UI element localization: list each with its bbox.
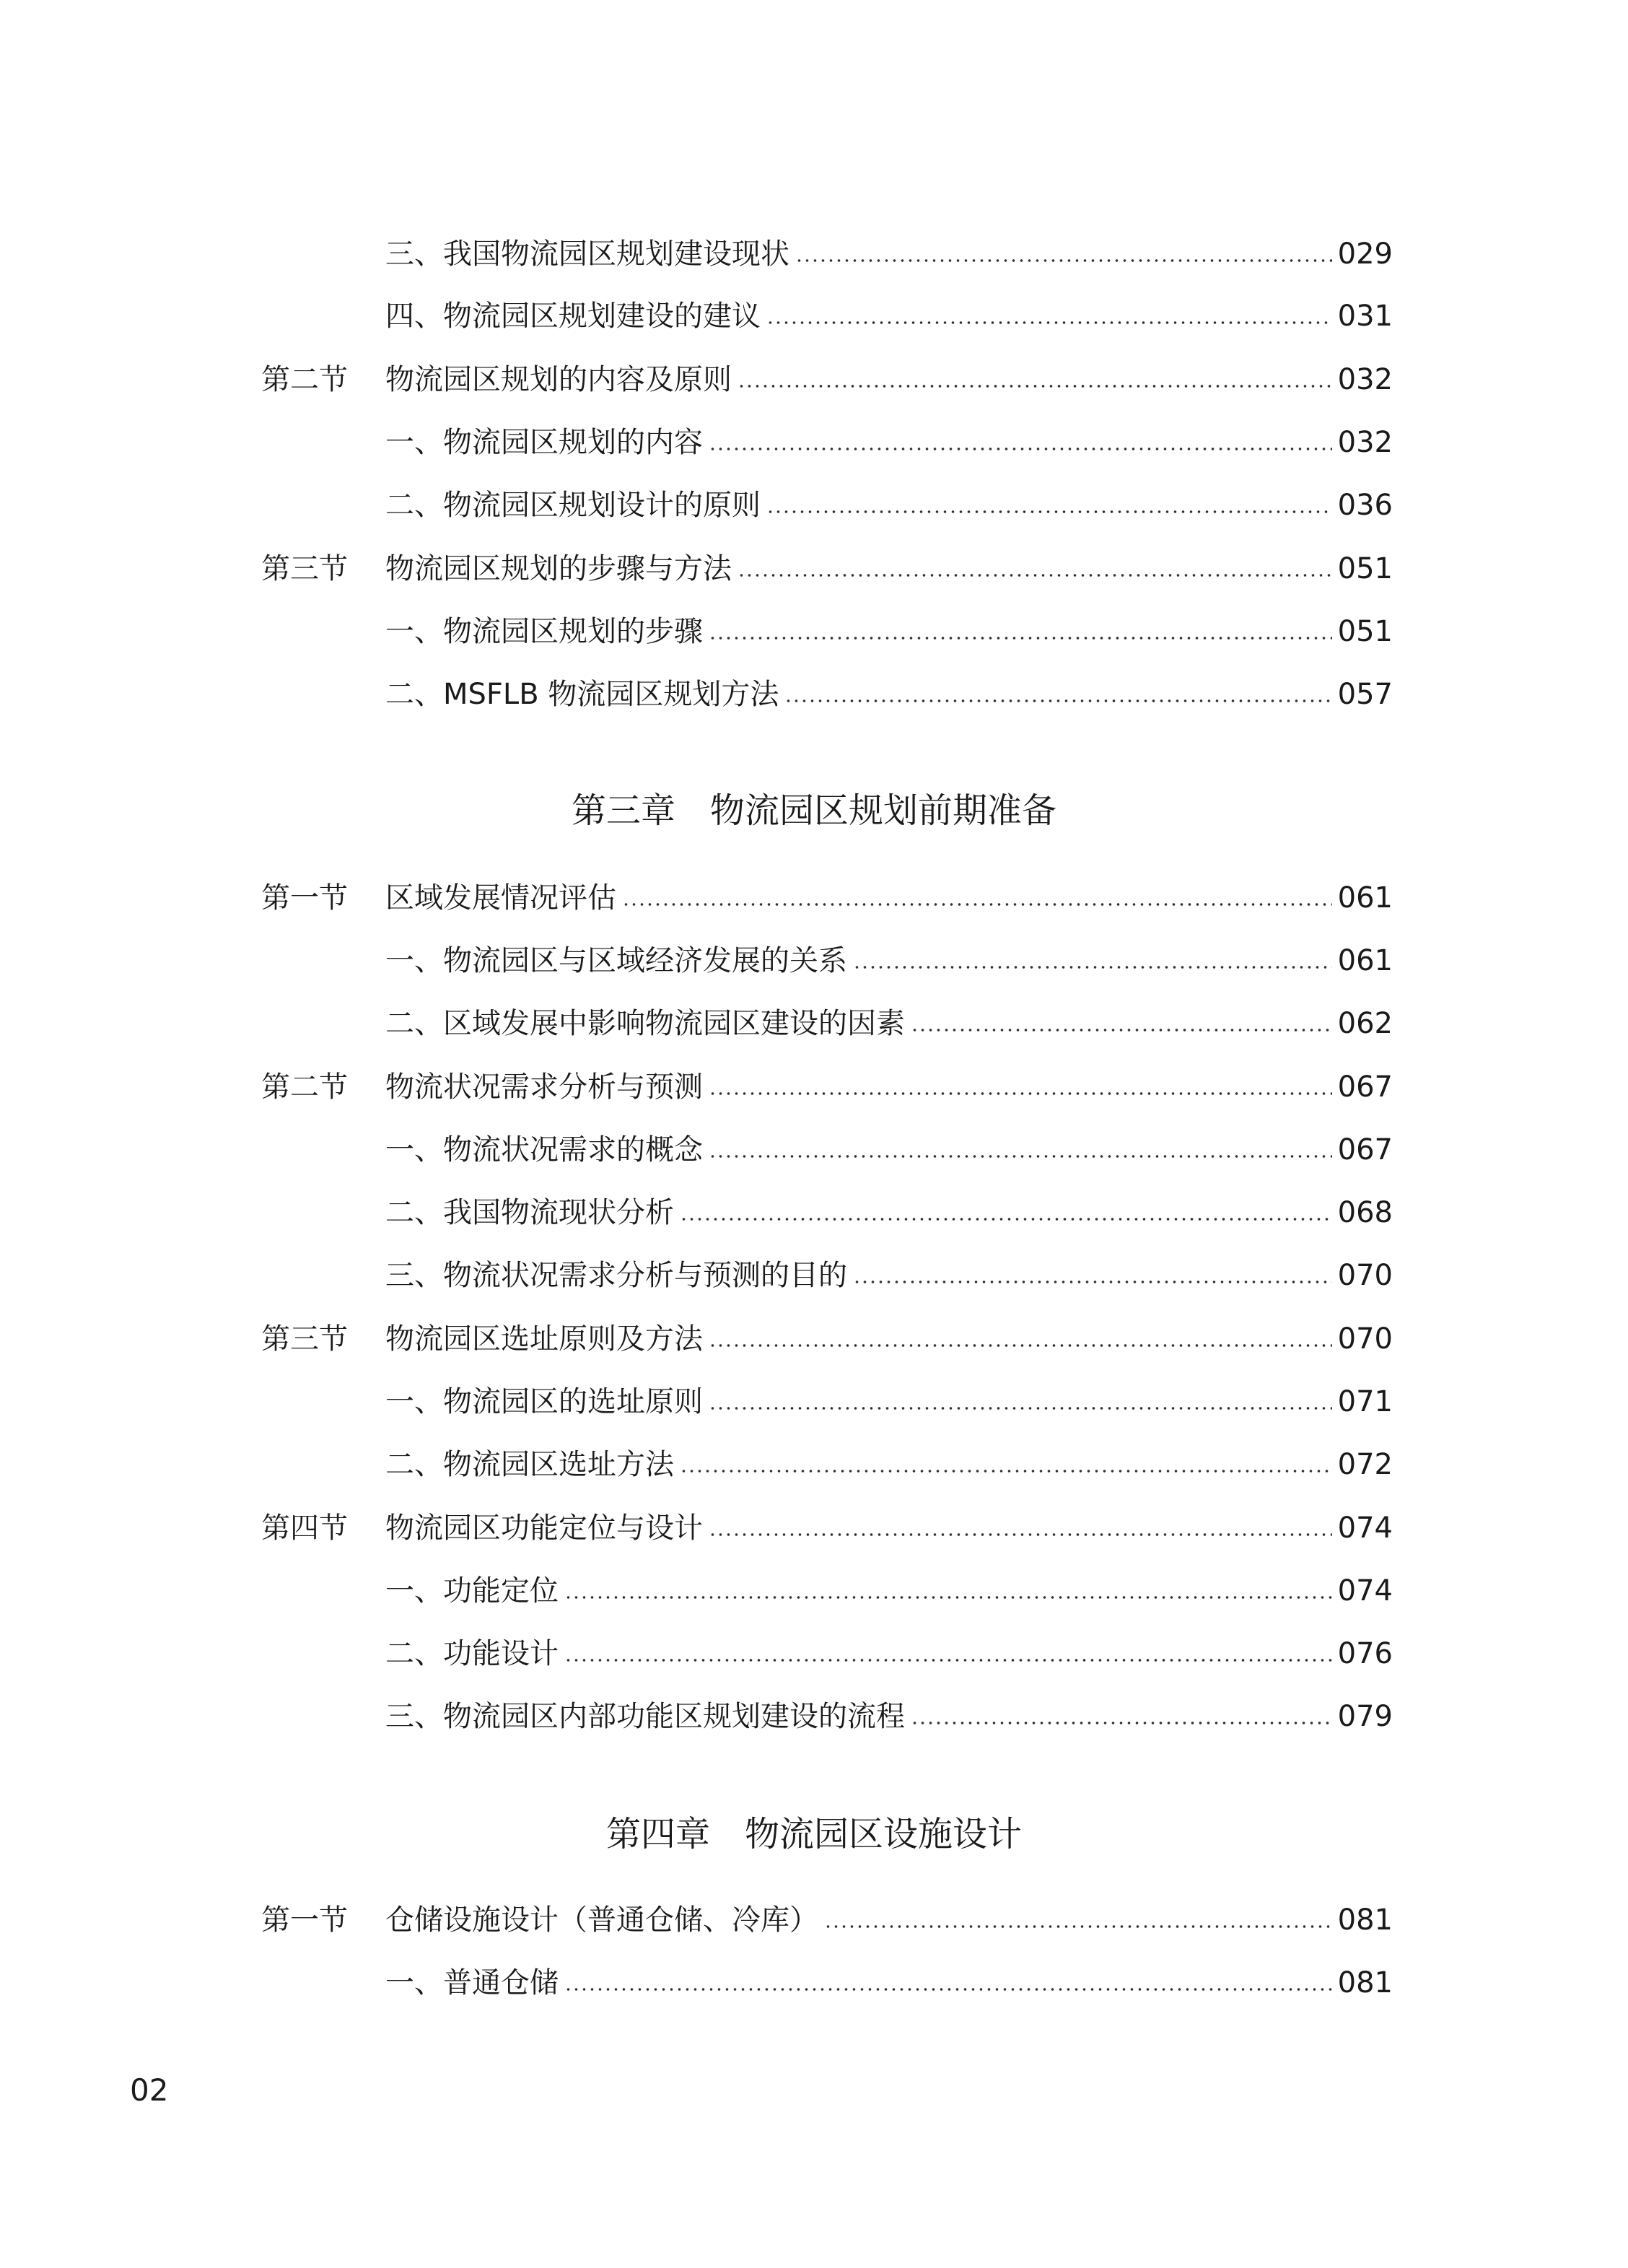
entry-title: 二、物流园区规划设计的原则 (385, 489, 761, 522)
toc-subsection-entry[interactable] (261, 1632, 1393, 1675)
section-number: 第二节 (261, 363, 348, 396)
page-number-ref: 062 (1337, 1007, 1393, 1040)
toc-subsection-entry[interactable] (261, 1191, 1393, 1234)
toc-section-entry[interactable] (261, 1317, 1393, 1361)
dot-leader (709, 1154, 1332, 1159)
dot-leader (709, 1532, 1332, 1537)
entry-title: 四、物流园区规划建设的建议 (385, 300, 761, 333)
entry-title: 二、区域发展中影响物流园区建设的因素 (385, 1007, 905, 1040)
entry-title: 物流园区规划的内容及原则 (385, 363, 732, 396)
entry-title: 物流状况需求分析与预测 (385, 1070, 703, 1104)
entry-title: 三、我国物流园区规划建设现状 (385, 237, 789, 271)
section-number: 第一节 (261, 881, 348, 915)
toc-subsection-entry[interactable] (261, 939, 1393, 982)
page-number-ref: 032 (1337, 426, 1393, 459)
page-number-ref: 079 (1337, 1700, 1393, 1733)
toc-subsection-entry[interactable] (261, 1380, 1393, 1423)
dot-leader (709, 636, 1332, 640)
toc-section-entry[interactable] (261, 358, 1393, 401)
toc-subsection-entry[interactable] (261, 1569, 1393, 1613)
entry-title: 一、物流园区与区域经济发展的关系 (385, 944, 847, 977)
chapter-heading (0, 1809, 1628, 1859)
dot-leader (709, 1406, 1332, 1410)
entry-title: 二、MSFLB 物流园区规划方法 (385, 678, 779, 711)
dot-leader (795, 258, 1332, 263)
entry-title: 二、我国物流现状分析 (385, 1196, 674, 1229)
chapter-heading (0, 785, 1628, 836)
toc-subsection-entry[interactable] (261, 610, 1393, 653)
dot-leader (680, 1469, 1332, 1473)
page-number-ref: 070 (1337, 1259, 1393, 1292)
dot-leader (766, 320, 1332, 325)
section-number: 第三节 (261, 552, 348, 585)
dot-leader (766, 510, 1332, 514)
entry-title: 一、物流状况需求的概念 (385, 1133, 703, 1166)
dot-leader (738, 573, 1332, 577)
entry-title: 一、普通仓储 (385, 1966, 559, 1999)
page-number-ref: 081 (1337, 1903, 1393, 1937)
toc-subsection-entry[interactable] (261, 1254, 1393, 1297)
page-number-ref: 051 (1337, 552, 1393, 585)
dot-leader (680, 1217, 1332, 1221)
page-number-ref: 051 (1337, 615, 1393, 648)
dot-leader (622, 902, 1332, 907)
section-number: 第三节 (261, 1322, 348, 1356)
toc-subsection-entry[interactable] (261, 1128, 1393, 1172)
toc-subsection-entry[interactable] (261, 1002, 1393, 1045)
page-number-ref: 072 (1337, 1448, 1393, 1481)
toc-subsection-entry[interactable] (261, 484, 1393, 527)
entry-title: 区域发展情况评估 (385, 881, 616, 915)
entry-title: 物流园区功能定位与设计 (385, 1512, 703, 1545)
entry-title: 一、物流园区的选址原则 (385, 1385, 703, 1418)
toc-section-entry[interactable] (261, 876, 1393, 920)
section-number: 第一节 (261, 1903, 348, 1937)
toc-subsection-entry[interactable] (261, 295, 1393, 338)
page-number-ref: 071 (1337, 1385, 1393, 1418)
toc-subsection-entry[interactable] (261, 421, 1393, 464)
entry-title: 一、物流园区规划的内容 (385, 426, 703, 459)
toc-section-entry[interactable] (261, 1065, 1393, 1109)
page-number-ref: 061 (1337, 881, 1393, 915)
section-number: 第二节 (261, 1070, 348, 1104)
entry-title: 二、功能设计 (385, 1637, 559, 1670)
page-number-ref: 074 (1337, 1512, 1393, 1545)
chapter-number: 第四章 (605, 1814, 710, 1854)
dot-leader (824, 1924, 1332, 1929)
dot-leader (709, 1343, 1332, 1348)
toc-subsection-entry[interactable] (261, 1961, 1393, 2005)
page-number-ref: 067 (1337, 1133, 1393, 1166)
dot-leader (564, 1987, 1332, 1992)
chapter-number: 第三章 (571, 790, 675, 831)
dot-leader (564, 1595, 1332, 1600)
dot-leader (709, 1091, 1332, 1096)
page-number-ref: 032 (1337, 363, 1393, 396)
section-number: 第四节 (261, 1512, 348, 1545)
page-number-ref: 029 (1337, 237, 1393, 271)
toc-section-entry[interactable] (261, 1898, 1393, 1942)
page-number-ref: 067 (1337, 1070, 1393, 1104)
toc-subsection-entry[interactable] (261, 1443, 1393, 1486)
dot-leader (564, 1658, 1332, 1662)
toc-subsection-entry[interactable] (261, 1695, 1393, 1738)
chapter-title: 物流园区规划前期准备 (710, 790, 1057, 831)
entry-title: 物流园区选址原则及方法 (385, 1322, 703, 1356)
page-number-ref: 070 (1337, 1322, 1393, 1356)
toc-subsection-entry[interactable] (261, 232, 1393, 276)
toc-section-entry[interactable] (261, 547, 1393, 590)
entry-title: 仓储设施设计（普通仓储、冷库） (385, 1903, 818, 1937)
entry-title: 三、物流园区内部功能区规划建设的流程 (385, 1700, 905, 1733)
dot-leader (709, 447, 1332, 451)
entry-title: 一、物流园区规划的步骤 (385, 615, 703, 648)
toc-section-entry[interactable] (261, 1506, 1393, 1550)
toc-subsection-entry[interactable] (261, 673, 1393, 716)
page-number-ref: 081 (1337, 1966, 1393, 1999)
entry-title: 物流园区规划的步骤与方法 (385, 552, 732, 585)
page-number-ref: 061 (1337, 944, 1393, 977)
page-number-ref: 057 (1337, 678, 1393, 711)
page-number-ref: 068 (1337, 1196, 1393, 1229)
dot-leader (738, 384, 1332, 388)
entry-title: 一、功能定位 (385, 1574, 559, 1608)
dot-leader (853, 1280, 1332, 1284)
dot-leader (911, 1721, 1332, 1725)
page-number-ref: 036 (1337, 489, 1393, 522)
dot-leader (853, 965, 1332, 969)
page-number-ref: 074 (1337, 1574, 1393, 1608)
dot-leader (911, 1028, 1332, 1032)
page-number: 02 (130, 2072, 169, 2108)
page-number-ref: 076 (1337, 1637, 1393, 1670)
dot-leader (784, 699, 1331, 703)
entry-title: 二、物流园区选址方法 (385, 1448, 674, 1481)
chapter-title: 物流园区设施设计 (745, 1814, 1023, 1854)
page-number-ref: 031 (1337, 300, 1393, 333)
entry-title: 三、物流状况需求分析与预测的目的 (385, 1259, 847, 1292)
